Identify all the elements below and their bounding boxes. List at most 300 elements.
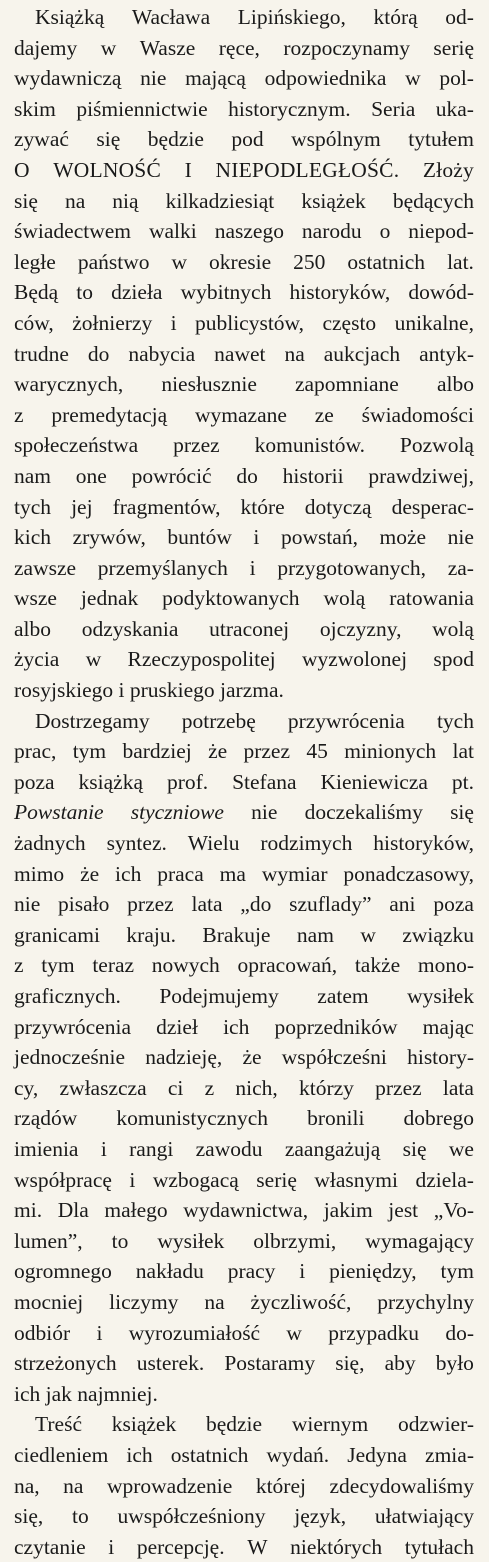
word: ręce,: [218, 35, 260, 60]
word: wydań.: [266, 1442, 330, 1467]
word: się: [96, 127, 121, 152]
word: cy,: [14, 1075, 39, 1100]
word: historyków,: [373, 831, 474, 856]
word: minionych: [344, 739, 437, 764]
word: dzieł: [156, 1014, 198, 1039]
word: ców,: [14, 310, 54, 335]
text-line: [14, 247, 474, 278]
word: premedytacją: [51, 402, 168, 427]
word: w: [405, 66, 421, 91]
word: one: [75, 463, 107, 488]
text-line: [14, 767, 474, 798]
word: Wasze: [139, 35, 196, 60]
word: mającą: [185, 66, 246, 91]
word: bardziej: [122, 739, 192, 764]
text-line: [14, 94, 474, 125]
word: komunistów.: [254, 433, 365, 458]
word: naszego: [214, 219, 284, 244]
word: zawodu: [195, 1136, 263, 1161]
word: w: [360, 922, 376, 947]
word: własnymi: [314, 1167, 398, 1192]
text-line: [14, 1318, 474, 1349]
word: w: [100, 35, 117, 60]
word: 250: [293, 249, 326, 274]
text-line: [14, 1440, 474, 1471]
word: mi.: [14, 1198, 43, 1223]
word: kilkadziesiąt: [165, 188, 275, 213]
text-line: [14, 736, 474, 767]
word: społeczeństwa: [14, 433, 139, 458]
word: Dla: [57, 1198, 89, 1223]
word: pisało: [58, 892, 110, 917]
word: pieniędzy,: [329, 1259, 417, 1284]
word: serię: [256, 1167, 297, 1192]
word: dobrego: [403, 1106, 474, 1131]
word: do: [236, 463, 258, 488]
word: wzbogacą: [152, 1167, 239, 1192]
word: odbiór: [14, 1320, 71, 1345]
word: przemyślanych: [97, 555, 228, 580]
word: nie: [14, 892, 41, 917]
word: zmia-: [425, 1442, 474, 1467]
word: nią: [112, 188, 139, 213]
text-line: [14, 1195, 474, 1226]
word: niektórych: [290, 1534, 383, 1559]
word: Złoży: [422, 157, 474, 182]
word: wysiłek: [407, 984, 474, 1008]
word: której: [255, 1473, 306, 1498]
word: uwspółcześniony: [117, 1504, 266, 1529]
word: tym: [440, 1259, 474, 1284]
text-line: [14, 522, 474, 553]
word: strzeżonych: [14, 1351, 117, 1376]
word: Treść: [35, 1412, 82, 1437]
text-line: [14, 1287, 474, 1318]
text-line: [14, 155, 474, 186]
word: przypadku: [328, 1320, 420, 1345]
word: tych: [14, 494, 52, 519]
word: z: [14, 402, 24, 427]
word: z: [14, 953, 24, 978]
word: desperac-: [391, 494, 474, 519]
word: i: [299, 1259, 306, 1284]
word: przychylny: [377, 1289, 474, 1314]
text-line: [14, 1012, 474, 1043]
word: na,: [14, 1473, 40, 1498]
word: współcześni: [281, 1045, 387, 1070]
word: się: [450, 800, 474, 825]
text-line: [14, 644, 474, 675]
word: teraz: [92, 953, 135, 978]
word: niesłusznie: [161, 372, 257, 397]
word: mocniej: [14, 1289, 84, 1314]
word: history-: [407, 1045, 474, 1070]
word: lumen”,: [14, 1228, 83, 1253]
text-line: [14, 859, 474, 890]
word: na: [204, 1289, 225, 1314]
word: często: [322, 310, 377, 335]
word: antyk-: [419, 341, 474, 366]
word: wyrozumiałość: [128, 1320, 261, 1345]
word: serię: [433, 35, 474, 60]
word: ani: [389, 892, 416, 917]
text-line: [14, 828, 474, 859]
word: wymiar: [261, 861, 328, 886]
word: Rzeczypospolitej: [127, 647, 276, 672]
word: to: [71, 1504, 89, 1529]
word: „Vo-: [433, 1198, 474, 1223]
word: pol-: [439, 66, 474, 91]
word: wydawniczą: [14, 66, 122, 91]
word: wiernym: [291, 1412, 369, 1437]
word: przygotowanych,: [277, 555, 426, 580]
word: nam: [14, 463, 52, 488]
text-line: [14, 1532, 474, 1562]
word: ich: [115, 861, 142, 886]
text-line: [14, 1073, 474, 1104]
word: Powstanie: [14, 800, 104, 825]
word: historycznym.: [228, 96, 351, 121]
word: Wielu: [187, 831, 240, 856]
word: dziela-: [415, 1167, 474, 1192]
word: odzwier-: [398, 1412, 474, 1437]
word: wspólnym: [291, 127, 381, 152]
word: nam: [296, 922, 334, 947]
text-line: [14, 950, 474, 981]
word: książek: [111, 1412, 177, 1437]
word: wymagający: [365, 1228, 474, 1253]
word: wydawnictwa,: [183, 1198, 309, 1223]
word: świadectwem: [14, 219, 132, 244]
word: spod: [433, 647, 474, 672]
word: tych: [436, 708, 474, 733]
text-line: [14, 1501, 474, 1532]
word: historyków,: [289, 280, 391, 305]
word: percepcję.: [136, 1534, 225, 1559]
word: Seria: [371, 96, 416, 121]
word: będzie: [147, 127, 204, 152]
word: mono-: [417, 953, 474, 978]
word: się,: [14, 1504, 44, 1529]
word: O: [14, 157, 30, 182]
word: się: [402, 1136, 427, 1161]
word: styczniowe: [130, 800, 224, 825]
word: graficznych.: [14, 984, 121, 1008]
word: małego: [104, 1198, 168, 1223]
word: książek: [301, 188, 366, 213]
word: się: [14, 188, 38, 213]
word: potrzebę: [181, 708, 256, 733]
word: piśmiennictwie: [76, 96, 208, 121]
word: skim: [14, 96, 56, 121]
word: prac,: [14, 739, 57, 764]
word: ma: [219, 861, 246, 886]
word: poza: [433, 892, 474, 917]
word: wolą: [323, 586, 366, 611]
word: którą: [373, 5, 418, 29]
word: na: [64, 188, 86, 213]
word: ponadczasowy,: [343, 861, 474, 886]
word: i: [249, 555, 256, 580]
word: albo: [14, 616, 52, 641]
word: unikalne,: [394, 310, 474, 335]
word: odzyskania: [81, 616, 179, 641]
text-line: [14, 277, 474, 308]
word: jest: [388, 1198, 419, 1223]
text-line: [14, 1471, 474, 1502]
word: publicystów,: [194, 310, 305, 335]
word: mając: [422, 1014, 474, 1039]
paragraph-3: [14, 1409, 474, 1562]
text-line: [14, 308, 474, 339]
text-line: [14, 339, 474, 370]
word: nie: [251, 800, 278, 825]
text-line: [14, 33, 474, 64]
word: aby: [384, 1351, 416, 1376]
text-line: [14, 553, 474, 584]
word: komunistycznych: [116, 1106, 269, 1131]
text-line: [14, 797, 474, 828]
text-line: [14, 1226, 474, 1257]
word: wybitnych: [180, 280, 272, 305]
word: świadomości: [361, 402, 474, 427]
word: kraju.: [126, 922, 176, 947]
word: ci: [167, 1075, 184, 1100]
word: buntów: [167, 525, 232, 550]
word: poza: [14, 769, 55, 794]
word: praca: [157, 861, 204, 886]
word: poprzedników: [274, 1014, 398, 1039]
word: dotyczą: [304, 494, 372, 519]
word: Książką: [35, 5, 105, 29]
word: ostatnich: [170, 1442, 249, 1467]
word: czytanie: [14, 1534, 86, 1559]
word: zawsze: [14, 555, 77, 580]
word: i: [96, 1320, 103, 1345]
word: przywrócenia: [287, 708, 405, 733]
word: związku: [402, 922, 474, 947]
text-line: [14, 124, 474, 155]
word: dajemy: [14, 35, 78, 60]
word: 45: [306, 739, 328, 764]
word: i: [108, 1534, 115, 1559]
word: aukcjach: [323, 341, 401, 366]
word: wyzwolonej: [301, 647, 408, 672]
paragraph-1: [14, 2, 474, 706]
word: od-: [445, 5, 474, 29]
text-line: [14, 1409, 474, 1440]
book-preface-text: [14, 2, 474, 1562]
word: zrywów,: [72, 525, 146, 550]
word: Brakuje: [202, 922, 271, 947]
word: przywrócenia: [14, 1014, 131, 1039]
word: także: [354, 953, 401, 978]
word: Podejmujemy: [159, 984, 279, 1008]
word: walki: [148, 219, 197, 244]
word: imienia: [14, 1136, 79, 1161]
word: historii: [282, 463, 344, 488]
word: fragmentów,: [112, 494, 221, 519]
word: współpracę: [14, 1167, 112, 1192]
word: nawet: [214, 341, 266, 366]
word: ojczyzny,: [319, 616, 402, 641]
word: jednak: [80, 586, 139, 611]
word: zywać: [14, 127, 69, 152]
word: żołnierzy: [72, 310, 153, 335]
word: kich: [14, 525, 52, 550]
word: jej: [71, 494, 93, 519]
word: przez: [127, 892, 174, 917]
word: usterek.: [136, 1351, 205, 1376]
word: olbrzymi,: [253, 1228, 337, 1253]
word: w: [286, 1320, 302, 1345]
word: Dostrzegamy: [35, 708, 150, 733]
word: Lipińskiego,: [237, 5, 346, 29]
word: ze: [314, 402, 334, 427]
word: W: [247, 1534, 268, 1559]
text-line: [14, 369, 474, 400]
word: może: [379, 525, 427, 550]
text-line: [14, 614, 474, 645]
word: doczekaliśmy: [304, 800, 423, 825]
word: dowód-: [408, 280, 474, 305]
word: pt.: [451, 769, 474, 794]
text-line: [14, 981, 474, 1012]
text-line: [14, 461, 474, 492]
word: w: [85, 647, 102, 672]
word: Jedyna: [347, 1442, 407, 1467]
word: lat.: [447, 249, 474, 274]
word: WOLNOŚĆ: [53, 157, 162, 182]
word: prawdziwej,: [368, 463, 474, 488]
word: pracy: [227, 1259, 276, 1284]
word: ratowania: [389, 586, 474, 611]
text-line: [14, 706, 474, 737]
word: granicami: [14, 922, 100, 947]
text-line: [14, 1103, 474, 1134]
word: niepod-: [408, 219, 474, 244]
text-line: [14, 1165, 474, 1196]
text-line: [14, 1134, 474, 1165]
word: mimo: [14, 861, 65, 886]
word: we: [448, 1136, 474, 1161]
word: jednocześnie: [14, 1045, 126, 1070]
word: uka-: [435, 96, 474, 121]
word: rządów: [14, 1106, 78, 1131]
word: szuflady”: [289, 892, 372, 917]
word: lat: [452, 739, 474, 764]
word: syntez.: [106, 831, 167, 856]
word: Będą: [14, 280, 59, 305]
word: na: [284, 341, 305, 366]
word: że: [208, 739, 228, 764]
word: pod: [231, 127, 264, 152]
word: z: [204, 1075, 215, 1100]
word: podyktowanych: [162, 586, 300, 611]
word: było: [435, 1351, 474, 1376]
word: za-: [447, 555, 474, 580]
text-line: [14, 492, 474, 523]
word: Postaramy: [224, 1351, 316, 1376]
word: tytułach: [404, 1534, 474, 1559]
text-line: [14, 2, 474, 33]
word: lata: [442, 1075, 474, 1100]
word: życia: [14, 647, 60, 672]
word: ogromnego: [14, 1259, 112, 1284]
text-line: [14, 63, 474, 94]
word: i: [100, 1136, 107, 1161]
word: ich: [223, 1014, 250, 1039]
word: Pozwolą: [399, 433, 474, 458]
word: i: [170, 310, 177, 335]
word: rodzimych: [260, 831, 353, 856]
text-line: [14, 583, 474, 614]
word: będzie: [205, 1412, 263, 1437]
word: tym: [41, 953, 75, 978]
word: wprowadzenie: [106, 1473, 233, 1498]
word: prof.: [166, 769, 209, 794]
text-line: [14, 889, 474, 920]
word: I: [184, 157, 192, 182]
text-line: [14, 430, 474, 461]
word: język,: [294, 1504, 347, 1529]
word: tytułem: [408, 127, 474, 152]
word: odpowiednika: [264, 66, 387, 91]
word: żadnych: [14, 831, 86, 856]
text-line: [14, 1348, 474, 1379]
word: na: [63, 1473, 84, 1498]
text-line: [14, 186, 474, 217]
text-line: ich jak najmniej.: [14, 1381, 158, 1406]
word: życzliwość,: [250, 1289, 352, 1314]
word: NIEPODLEGŁOŚĆ.: [215, 157, 400, 182]
word: zdecydowaliśmy: [329, 1473, 474, 1498]
word: powstań,: [280, 525, 358, 550]
paragraph-2: [14, 706, 474, 1410]
word: które: [240, 494, 285, 519]
text-line: [14, 216, 474, 247]
word: zatem: [317, 984, 369, 1008]
word: „do: [240, 892, 272, 917]
word: Stefana: [232, 769, 297, 794]
word: Wacława: [131, 5, 211, 29]
word: tym: [72, 739, 107, 764]
word: bronili: [307, 1106, 365, 1131]
word: wsze: [14, 586, 57, 611]
word: do: [87, 341, 110, 366]
word: ległe: [14, 249, 56, 274]
word: że: [80, 861, 100, 886]
word: przez: [375, 1075, 422, 1100]
word: zapomniane: [294, 372, 399, 397]
word: nich,: [235, 1075, 278, 1100]
word: ułatwiający: [374, 1504, 474, 1529]
word: albo: [436, 372, 474, 397]
word: nabycia: [128, 341, 196, 366]
word: rangi: [129, 1136, 174, 1161]
word: nadzieję,: [145, 1045, 223, 1070]
word: do-: [445, 1320, 474, 1345]
word: jakim: [323, 1198, 373, 1223]
word: to: [111, 1228, 129, 1253]
word: nakładu: [135, 1259, 204, 1284]
word: Kieniewicza: [320, 769, 428, 794]
word: wymazane: [195, 402, 287, 427]
word: zaangażują: [284, 1136, 381, 1161]
word: powrócić: [131, 463, 212, 488]
word: ciedleniem: [14, 1442, 109, 1467]
text-line: [14, 1256, 474, 1287]
